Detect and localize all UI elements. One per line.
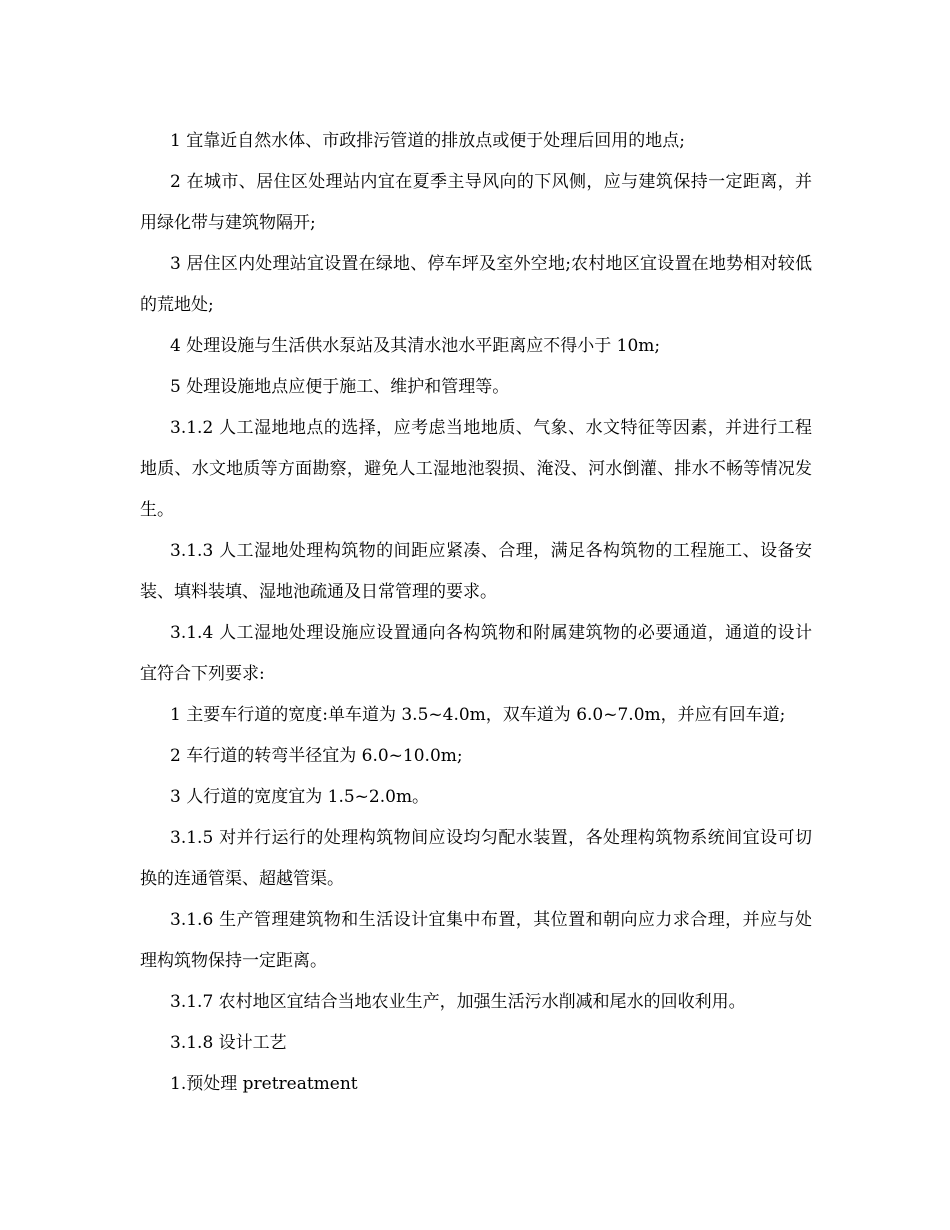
paragraph-3-1-4-item-1: 1 主要车行道的宽度:单车道为 3.5~4.0m，双车道为 6.0~7.0m，并应有回车道; [170,705,786,725]
paragraph-3: 3 居住区内处理站宜设置在绿地、停车坪及室外空地;农村地区宜设置在地势相对较低的荒地处; [140,254,812,315]
paragraph-3-1-5: 3.1.5 对并行运行的处理构筑物间应设均匀配水装置，各处理构筑物系统间宜设可切换的连通管渠、超越管渠。 [140,828,812,889]
paragraph-3-1-4: 3.1.4 人工湿地处理设施应设置通向各构筑物和附属建筑物的必要通道，通道的设计宜符合下列要求: [140,623,812,684]
paragraph-3-1-8: 3.1.8 设计工艺 [170,1033,287,1053]
paragraph-3-1-4-item-2: 2 车行道的转弯半径宜为 6.0~10.0m; [170,746,463,766]
paragraph-3-1-3: 3.1.3 人工湿地处理构筑物的间距应紧凑、合理，满足各构筑物的工程施工、设备安装、填料装填、湿地池疏通及日常管理的要求。 [140,541,812,602]
paragraph-3-1-2: 3.1.2 人工湿地地点的选择，应考虑当地地质、气象、水文特征等因素，并进行工程地质、水文地质等方面勘察，避免人工湿地池裂损、淹没、河水倒灌、排水不畅等情况发生。 [140,418,812,520]
paragraph-pretreatment: 1.预处理 pretreatment [170,1074,358,1094]
paragraph-3-1-4-item-3: 3 人行道的宽度宜为 1.5~2.0m。 [170,787,430,807]
paragraph-1: 1 宜靠近自然水体、市政排污管道的排放点或便于处理后回用的地点; [170,131,685,151]
paragraph-2: 2 在城市、居住区处理站内宜在夏季主导风向的下风侧，应与建筑保持一定距离，并用绿化带与建筑物隔开; [140,172,812,233]
paragraph-4: 4 处理设施与生活供水泵站及其清水池水平距离应不得小于 10m; [170,336,661,356]
paragraph-3-1-7: 3.1.7 农村地区宜结合当地农业生产，加强生活污水削减和尾水的回收利用。 [170,992,746,1012]
paragraph-5: 5 处理设施地点应便于施工、维护和管理等。 [170,377,510,397]
paragraph-3-1-6: 3.1.6 生产管理建筑物和生活设计宜集中布置，其位置和朝向应力求合理，并应与处理构筑物保持一定距离。 [140,910,812,971]
